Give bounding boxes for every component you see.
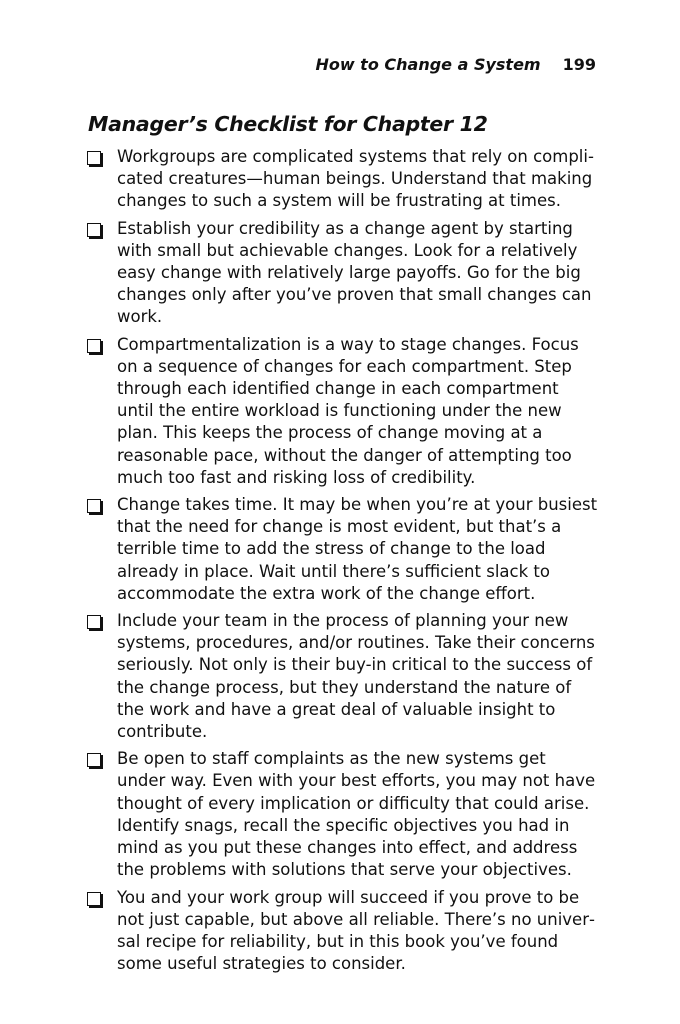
checklist-item: [87, 748, 599, 881]
checklist-item-text: Establish your credibility as a change agent by starting with small but achievable changes. Look for a relatively easy change with relatively large payoffs. Go for the big changes only after you’ve proven that small changes can work.: [117, 218, 592, 327]
checkbox-icon: [87, 339, 101, 353]
checklist-item: [87, 334, 599, 489]
checkbox-icon: [87, 499, 101, 513]
checklist-item-text: You and your work group will succeed if you prove to be not just capable, but above all reliable. There’s no universal recipe for reliability, but in this book you’ve found some useful strategies to consider.: [117, 887, 595, 974]
checklist-item-text: Workgroups are complicated systems that rely on complicated creatures—human beings. Understand that making changes to such a system will be frustrating at times.: [117, 147, 594, 211]
running-header: [315, 55, 596, 74]
checklist-item-text: Include your team in the process of planning your new systems, procedures, and/or routines. Take their concerns seriously. Not only is their buy-in critical to the success of the change process, but they understand the nature of the work and have a great deal of valuable insight to contribute.: [117, 611, 595, 742]
checkbox-icon: [87, 151, 101, 165]
checkbox-icon: [87, 615, 101, 629]
checkbox-icon: [87, 753, 101, 767]
checklist-item: [87, 610, 599, 743]
running-header-title: How to Change a System: [315, 55, 541, 74]
checklist-item: [87, 146, 599, 213]
checklist-item: [87, 218, 599, 329]
checklist-item-text: Change takes time. It may be when you’re at your busiest that the need for change is most evident, but that’s a terrible time to add the stress of change to the load already in place. Wait until there’s sufficient slack to accommodate the extra work of the change effort.: [117, 495, 598, 603]
checklist-item: [87, 494, 599, 605]
checkbox-icon: [87, 223, 101, 237]
checklist-item: [87, 887, 599, 976]
section-title: Manager’s Checklist for Chapter 12: [88, 112, 488, 136]
page-number: 199: [562, 55, 596, 74]
checklist-item-text: Be open to staff complaints as the new systems get under way. Even with your best efforts, you may not have thought of every implication or difficulty that could arise. Identify snags, recall the specific objectives you had in mind as you put these changes into effect, and address the problems with solutions that serve your objectives.: [117, 749, 596, 880]
manager-checklist: [87, 146, 599, 980]
checkbox-icon: [87, 892, 101, 906]
checklist-item-text: Compartmentalization is a way to stage changes. Focus on a sequence of changes for each compartment. Step through each identified change in each compartment until the entire workload is functioning under the new plan. This keeps the process of change moving at a reasonable pace, without the danger of attempting too much too fast and risking loss of credibility.: [117, 334, 579, 487]
